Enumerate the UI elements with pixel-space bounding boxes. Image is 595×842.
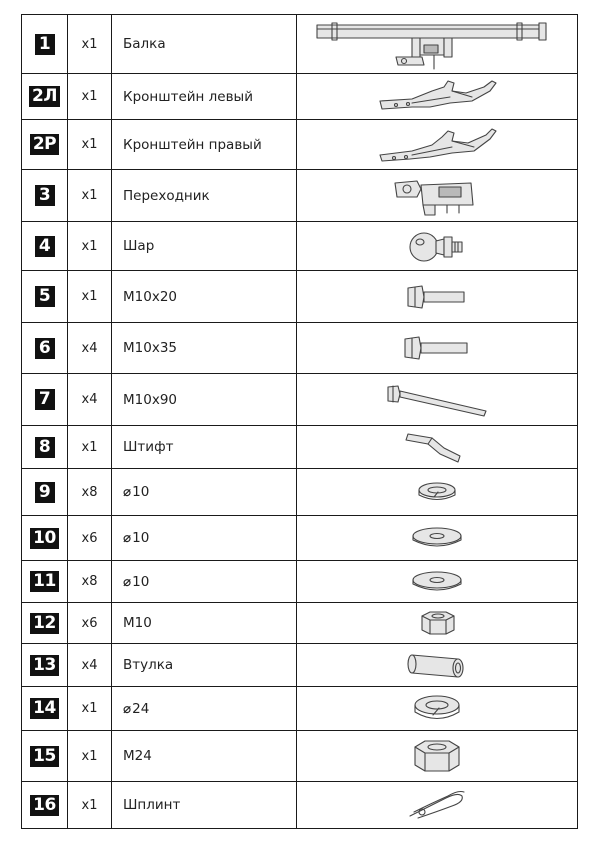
item-number: 2Р [30,134,59,155]
item-number: 5 [35,286,55,307]
right-bracket-icon [372,125,502,165]
bolt-medium-icon [399,331,475,365]
item-number: 16 [30,795,59,816]
nut-small-icon [414,608,460,638]
left-bracket-icon [372,77,502,117]
table-row: 3 x1 Переходник [22,170,578,222]
table-row: 16 x1 Шплинт [22,782,578,829]
table-row: 2Л x1 Кронштейн левый [22,74,578,120]
part-size: 10 [132,530,150,546]
table-row: 4 x1 Шар [22,222,578,271]
item-number: 4 [35,236,55,257]
item-number: 7 [35,389,55,410]
spring-washer-icon [412,478,462,506]
bolt-long-icon [382,381,492,419]
nut-large-icon [409,735,465,777]
table-row: 8 x1 Штифт [22,426,578,469]
table-row: 6 x4 М10х35 [22,323,578,374]
item-number: 15 [30,746,59,767]
diameter-symbol: ⌀ [123,530,132,546]
part-size: 10 [132,573,150,590]
item-number: 14 [30,698,59,719]
item-number-cell [22,15,68,74]
adapter-icon [387,173,487,219]
item-number: 2Л [29,86,60,107]
item-number: 13 [30,655,59,676]
item-number: 6 [35,338,55,359]
item-number: 8 [35,437,55,458]
bushing-icon [402,649,472,681]
quantity-cell: x1 [68,15,112,74]
flat-washer-icon [407,524,467,552]
bolt-short-icon [402,280,472,314]
table-row: 15 x1 М24 [22,731,578,782]
tow-ball-icon [402,225,472,267]
table-row: 9 x8 ⌀10 [22,469,578,516]
table-row: 13 x4 Втулка [22,644,578,687]
cotter-pin-icon [402,786,472,824]
diameter-symbol: ⌀ [123,573,132,590]
table-row: 11 x8 ⌀10 [22,561,578,603]
item-number: 9 [35,482,55,503]
diameter-symbol: ⌀ [123,700,132,717]
item-number: 11 [30,571,59,592]
parts-table [21,14,578,829]
item-number: 1 [35,34,55,55]
item-number: 3 [35,185,55,206]
diameter-symbol: ⌀ [123,484,132,500]
pin-icon [402,428,472,466]
table-row: 5 x1 М10х20 [22,271,578,323]
large-washer-icon [407,568,467,596]
part-size: 24 [132,700,150,717]
table-row: 12 x6 М10 [22,603,578,644]
table-row [22,15,578,74]
tow-bar-beam-icon [312,17,562,71]
item-number: 12 [30,613,59,634]
part-name-cell: Балка [112,15,297,74]
table-row: 7 x4 М10х90 [22,374,578,426]
table-row: 10 x6 ⌀10 [22,516,578,561]
spring-washer-large-icon [409,691,465,727]
table-row: 2Р x1 Кронштейн правый [22,120,578,170]
item-number: 10 [30,528,59,549]
table-row: 14 x1 ⌀24 [22,687,578,731]
part-size: 10 [132,484,150,500]
